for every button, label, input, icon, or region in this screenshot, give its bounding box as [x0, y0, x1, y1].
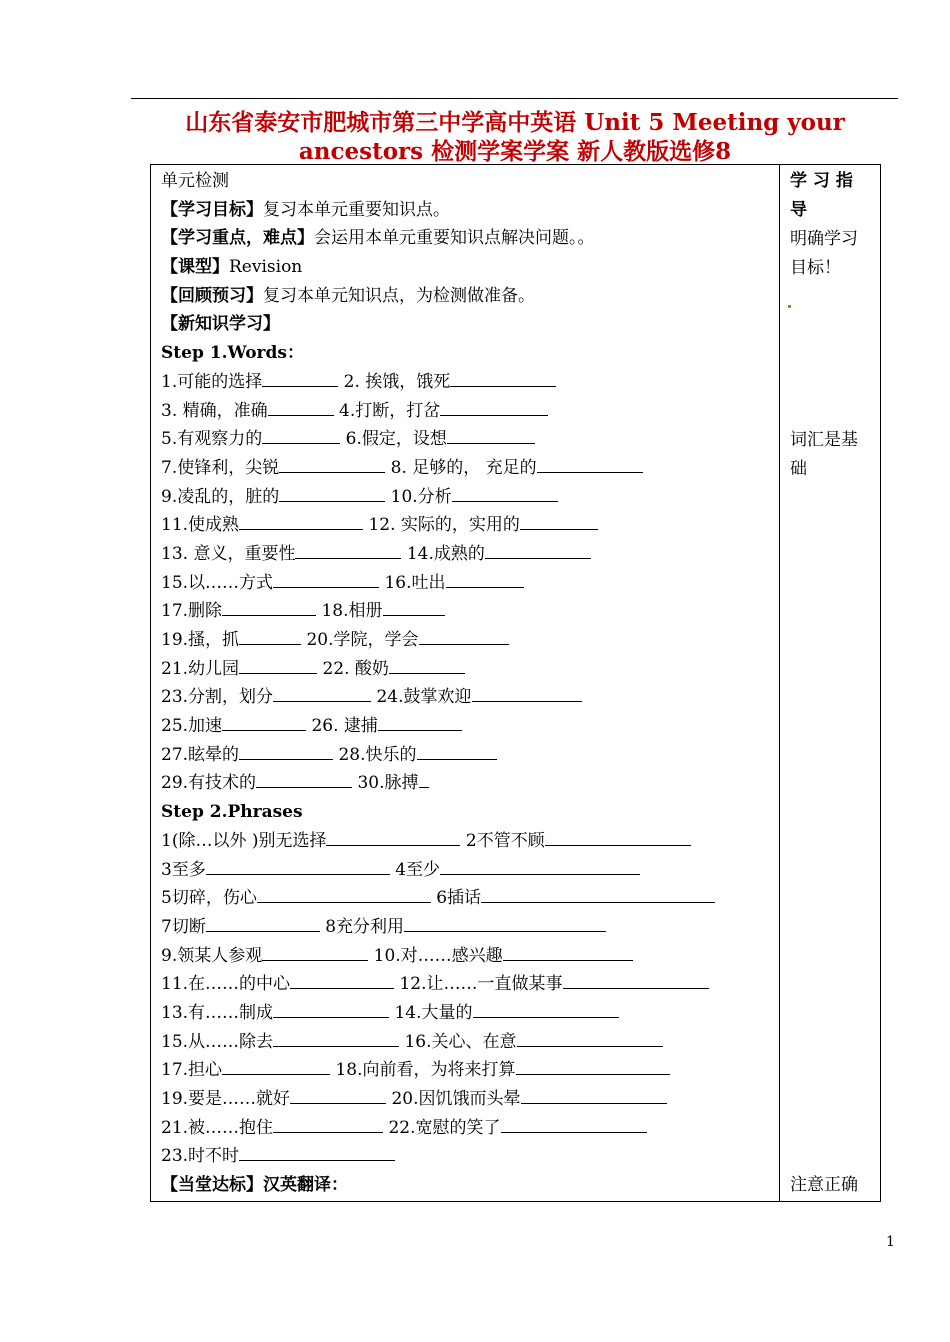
answer-blank[interactable] [262, 425, 340, 444]
step1-heading: Step 1.Words： [161, 343, 304, 364]
answer-blank[interactable] [452, 483, 558, 502]
step2-prompt: 15.从……除去 [161, 1031, 274, 1052]
answer-blank[interactable] [239, 626, 301, 645]
step2-row [151, 884, 779, 913]
step2-prompt: 18.向前看，为将来打算 [335, 1060, 516, 1081]
answer-blank[interactable] [419, 626, 509, 645]
learning-goal: 【学习目标】复习本单元重要知识点。 [161, 199, 450, 220]
step1-prompt: 11.使成熟 [161, 515, 240, 536]
answer-blank[interactable] [501, 1114, 647, 1133]
step1-row [151, 511, 779, 540]
answer-blank[interactable] [520, 511, 598, 530]
answer-blank[interactable] [537, 454, 643, 473]
step2-row [151, 913, 779, 942]
step1-row [151, 769, 779, 798]
answer-blank[interactable] [273, 1114, 383, 1133]
step2-prompt: 19.要是……就好 [161, 1089, 291, 1109]
step2-prompt: 1(除…以外 )别无选择 [161, 830, 327, 851]
step1-prompt: 17.删除 [161, 601, 223, 622]
step1-prompt: 15.以……方式 [161, 572, 274, 593]
step2-row [151, 1085, 779, 1114]
answer-blank[interactable] [279, 454, 385, 473]
answer-blank[interactable] [481, 884, 715, 903]
step2-prompt: 5切碎，伤心 [161, 888, 257, 909]
step1-prompt: 24.鼓掌欢迎 [376, 687, 472, 708]
answer-blank[interactable] [419, 769, 429, 788]
step2-prompt: 17.担心 [161, 1060, 223, 1081]
step1-prompt: 23.分割，划分 [161, 687, 274, 708]
step2-prompt: 12.让……一直做某事 [399, 974, 563, 995]
document-title [150, 108, 880, 166]
step1-row [151, 454, 779, 483]
step1-prompt: 10.分析 [390, 486, 452, 507]
step2-row [151, 1028, 779, 1057]
step2-prompt: 13.有……制成 [161, 1002, 274, 1023]
step2-prompt: 7切断 [161, 916, 206, 937]
answer-blank[interactable] [268, 397, 334, 416]
step2-heading: Step 2.Phrases [161, 802, 303, 823]
step1-prompt: 2. 挨饿，饿死 [343, 371, 451, 392]
step1-prompt: 26. 逮捕 [311, 716, 378, 737]
step1-row [151, 368, 779, 397]
key-points: 【学习重点，难点】会运用本单元重要知识点解决问题。。 [161, 228, 595, 249]
page-number: 1 [886, 1234, 895, 1250]
answer-blank[interactable] [206, 913, 320, 932]
step2-row [151, 970, 779, 999]
step2-row [151, 1056, 779, 1085]
step1-prompt: 25.加速 [161, 716, 223, 737]
step2-prompt: 21.被……抱住 [161, 1117, 274, 1138]
step2-row [151, 1114, 779, 1143]
step1-row [151, 655, 779, 684]
answer-blank[interactable] [521, 1085, 667, 1104]
step1-prompt: 21.幼儿园 [161, 658, 240, 679]
new-knowledge-label: 【新知识学习】 [161, 314, 280, 335]
step1-prompt: 7.使锋利，尖锐 [161, 457, 280, 478]
step1-prompt: 18.相册 [321, 601, 383, 622]
answer-blank[interactable] [239, 1142, 395, 1161]
step1-prompt: 6.假定，设想 [345, 429, 447, 450]
answer-blank[interactable] [295, 540, 401, 559]
step2-prompt: 20.因饥饿而头晕 [391, 1089, 521, 1109]
step2-row [151, 1142, 779, 1171]
step1-prompt: 9.凌乱的，脏的 [161, 486, 280, 507]
step2-prompt: 23.时不时 [161, 1146, 240, 1167]
guide-note-vocab-1: 词汇是基 [790, 430, 858, 450]
step1-row [151, 741, 779, 770]
answer-blank[interactable] [279, 483, 385, 502]
step2-prompt: 6插话 [436, 888, 482, 909]
answer-blank[interactable] [450, 368, 556, 387]
step2-row [151, 827, 779, 856]
answer-blank[interactable] [273, 569, 379, 588]
words-list [151, 368, 779, 798]
step1-prompt: 3. 精确，准确 [161, 400, 268, 421]
answer-blank[interactable] [472, 683, 582, 702]
answer-blank[interactable] [239, 511, 363, 530]
answer-blank[interactable] [446, 569, 524, 588]
answer-blank[interactable] [545, 827, 691, 846]
guide-heading-1: 学 习 指 [790, 171, 853, 191]
answer-blank[interactable] [473, 999, 619, 1018]
answer-blank[interactable] [290, 970, 394, 989]
worksheet-table [150, 164, 881, 1202]
answer-blank[interactable] [290, 1085, 386, 1104]
step1-row [151, 683, 779, 712]
answer-blank[interactable] [503, 942, 633, 961]
step1-prompt: 29.有技术的 [161, 773, 257, 794]
step1-prompt: 8. 足够的， 充足的 [390, 457, 537, 478]
step1-prompt: 12. 实际的，实用的 [368, 515, 520, 536]
step1-row [151, 540, 779, 569]
answer-blank[interactable] [239, 655, 317, 674]
answer-blank[interactable] [222, 712, 306, 731]
answer-blank[interactable] [389, 655, 465, 674]
step2-prompt: 10.对……感兴趣 [373, 945, 503, 966]
step1-prompt: 30.脉搏 [357, 773, 419, 794]
answer-blank[interactable] [222, 597, 316, 616]
unit-check-label: 单元检测 [161, 171, 229, 191]
step1-row [151, 425, 779, 454]
step1-prompt: 13. 意义，重要性 [161, 543, 296, 564]
step1-prompt: 16.吐出 [384, 572, 446, 593]
step2-prompt: 8充分利用 [325, 916, 405, 937]
step1-row [151, 397, 779, 426]
step2-prompt: 22.宽慰的笑了 [388, 1117, 501, 1138]
step1-prompt: 4.打断，打岔 [339, 400, 441, 421]
guide-note-correct: 注意正确 [790, 1175, 858, 1195]
step1-row [151, 483, 779, 512]
answer-blank[interactable] [383, 597, 445, 616]
answer-blank[interactable] [206, 856, 390, 875]
content-column [151, 165, 780, 1202]
answer-blank[interactable] [326, 827, 460, 846]
step2-row [151, 856, 779, 885]
answer-blank[interactable] [222, 1056, 330, 1075]
step2-row [151, 942, 779, 971]
step2-prompt: 2不管不顾 [465, 830, 545, 851]
guide-heading-2: 导 [790, 200, 807, 220]
phrases-list [151, 827, 779, 1171]
answer-blank[interactable] [404, 913, 606, 932]
answer-blank[interactable] [440, 856, 640, 875]
answer-blank[interactable] [257, 884, 431, 903]
step2-prompt: 14.大量的 [394, 1002, 473, 1023]
step1-row [151, 569, 779, 598]
step1-prompt: 27.眩晕的 [161, 744, 240, 765]
answer-blank[interactable] [447, 425, 535, 444]
header-rule [131, 98, 898, 99]
answer-blank[interactable] [417, 741, 497, 760]
answer-blank[interactable] [273, 999, 389, 1018]
step1-prompt: 28.快乐的 [338, 744, 417, 765]
answer-blank[interactable] [256, 769, 352, 788]
step2-prompt: 4至少 [395, 859, 441, 880]
answer-blank[interactable] [378, 712, 462, 731]
step1-prompt: 5.有观察力的 [161, 429, 263, 450]
answer-blank[interactable] [563, 970, 709, 989]
answer-blank[interactable] [262, 368, 338, 387]
guide-note-goal-1: 明确学习 [790, 229, 858, 249]
title-line-2: ancestors 检测学案学案 新人教版选修8 [298, 138, 732, 165]
step1-prompt: 22. 酸奶 [322, 658, 389, 679]
step2-row [151, 999, 779, 1028]
step1-row [151, 712, 779, 741]
answer-blank[interactable] [517, 1028, 663, 1047]
answer-blank[interactable] [262, 942, 368, 961]
answer-blank[interactable] [239, 741, 333, 760]
guide-note-goal-2: 目标！ [790, 258, 841, 278]
answer-blank[interactable] [485, 540, 591, 559]
step2-prompt: 9.领某人参观 [161, 945, 263, 966]
answer-blank[interactable] [516, 1056, 670, 1075]
answer-blank[interactable] [273, 1028, 399, 1047]
step1-prompt: 1.可能的选择 [161, 371, 263, 392]
lesson-type: 【课型】Revision [161, 257, 303, 278]
decorative-dot [788, 305, 791, 308]
title-line-1: 山东省泰安市肥城市第三中学高中英语 Unit 5 Meeting your [185, 109, 845, 136]
answer-blank[interactable] [440, 397, 548, 416]
step2-prompt: 16.关心、在意 [404, 1031, 517, 1052]
step1-prompt: 20.学院，学会 [306, 630, 419, 650]
step2-prompt: 11.在……的中心 [161, 974, 291, 995]
practice-label: 【当堂达标】汉英翻译： [161, 1175, 348, 1196]
review-preview: 【回顾预习】复习本单元知识点，为检测做准备。 [161, 285, 535, 306]
guidance-column [780, 165, 881, 1202]
step2-prompt: 3至多 [161, 859, 206, 880]
step1-row [151, 626, 779, 655]
answer-blank[interactable] [273, 683, 371, 702]
step1-row [151, 597, 779, 626]
step1-prompt: 19.搔，抓 [161, 630, 240, 650]
step1-prompt: 14.成熟的 [406, 543, 485, 564]
guide-note-vocab-2: 础 [790, 459, 807, 479]
